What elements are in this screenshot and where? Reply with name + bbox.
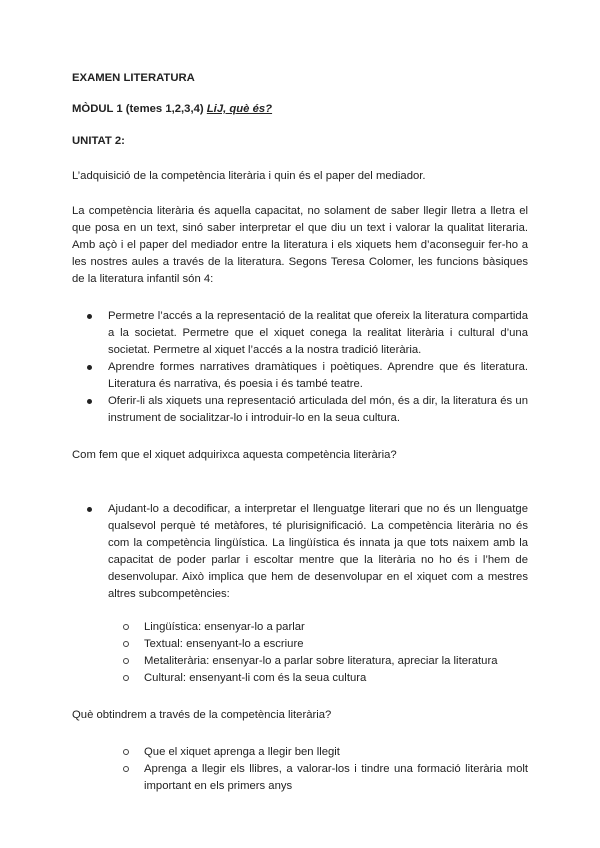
list-item: Que el xiquet aprenga a llegir ben llegit [72, 744, 528, 761]
list-item: Textual: ensenyant-lo a escriure [72, 636, 528, 653]
outcome-list [72, 744, 528, 795]
unit-heading: UNITAT 2: [72, 135, 125, 147]
intro-paragraph: La competència literària és aquella capacitat, no solament de saber llegir lletra a lletra el que posa en un text, sinó saber interpretar el que diu un text i valorar la qualitat literaria. Amb açò i el paper del mediador entre la literatura i els xiquets hem d’aconseguir fer-ho a les nostres aules a través de la literatura. Segons Teresa Colomer, les funcions bàsiques de la literatura infantil són 4: [72, 205, 528, 285]
subcompetencies-list [72, 619, 528, 687]
module-label: MÒDUL 1 (temes 1,2,3,4) [72, 103, 207, 115]
list-item: Lingüística: ensenyar-lo a parlar [72, 619, 528, 636]
list-item: Metaliterària: ensenyar-lo a parlar sobre literatura, apreciar la literatura [72, 653, 528, 670]
question-outcome: Què obtindrem a través de la competència literària? [72, 709, 332, 721]
section-subtitle: L’adquisició de la competència literària i quin és el paper del mediador. [72, 170, 426, 182]
question-acquisition: Com fem que el xiquet adquirixca aquesta competència literària? [72, 449, 397, 461]
exam-title: EXAMEN LITERATURA [72, 72, 195, 84]
functions-list [72, 308, 528, 427]
list-item: Cultural: ensenyant-li com és la seua cultura [72, 670, 528, 687]
list-item: Permetre l’accés a la representació de la realitat que ofereix la literatura compartida a la societat. Permetre que el xiquet conega la realitat literària i cultural d’una societat. Permetre al xiquet l’accés a la nostra tradició literària. [72, 308, 528, 359]
answer-list [72, 501, 528, 687]
list-item: Oferir-li als xiquets una representació articulada del món, és a dir, la literatura és un instrument de socialitzar-lo i introduir-lo en la seua cultura. [72, 393, 528, 427]
list-item: Aprenga a llegir els llibres, a valorar-los i tindre una formació literària molt important en els primers anys [72, 761, 528, 795]
module-heading [72, 101, 528, 118]
list-item: Aprendre formes narratives dramàtiques i poètiques. Aprendre que és literatura. Literatura és narrativa, és poesia i és també teatre. [72, 359, 528, 393]
module-topic: LiJ, què és? [206, 103, 273, 115]
list-item [72, 501, 528, 687]
answer-text: Ajudant-lo a decodificar, a interpretar el llenguatge literari que no és un llenguatge qualsevol perquè té metàfores, té plurisignificació. La competència literària no és com la competència lingüística. La lingüística és innata ja que tots naixem amb la capacitat de poder parlar i escoltar mentre que la literària no ho és i l’hem de desenvolupar. Això implica que hem de desenvolupar en el xiquet com a mestres altres subcompetències: [108, 503, 528, 600]
